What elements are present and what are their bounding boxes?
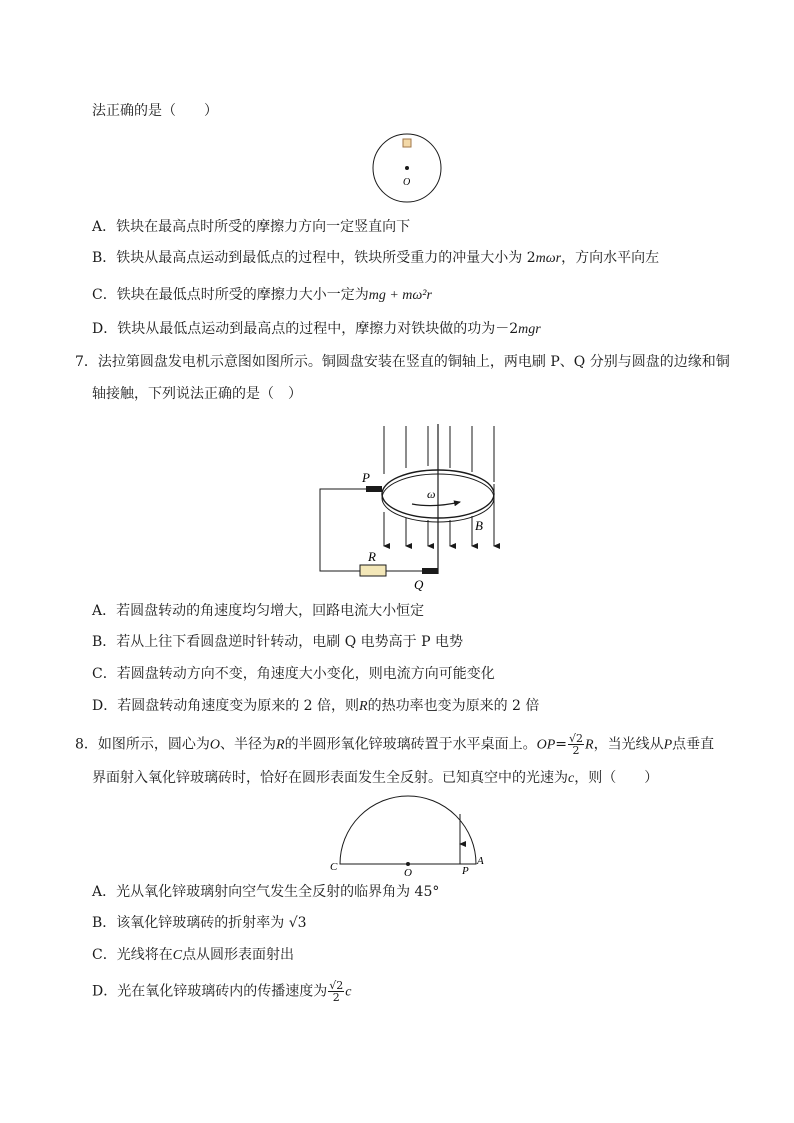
center-o-dot [406,862,410,866]
q7-stem-line1: 7．法拉第圆盘发电机示意图如图所示。铜圆盘安装在竖直的铜轴上，两电刷 P、Q 分别与圆盘的边缘和铜 [75,354,730,370]
label-o: O [404,867,412,878]
label-p: P [462,865,469,877]
disk-center-dot [405,166,409,170]
q7-stem-line2: 轴接触，下列说法正确的是（ ） [92,386,302,402]
label-r: R [368,549,376,564]
brush-q [422,568,438,574]
q6-option-b: B．铁块从最高点运动到最低点的过程中，铁块所受重力的冲量大小为 2mωr，方向水平向左 [92,250,660,266]
q6-option-c: C．铁块在最低点时所受的摩擦力大小一定为mg + mω²r [92,287,432,303]
q6-option-a: A．铁块在最高点时所受的摩擦力方向一定竖直向下 [92,219,411,235]
iron-block [403,139,411,147]
q7-option-c: C．若圆盘转动方向不变，角速度大小变化，则电流方向可能变化 [92,666,495,682]
q8-option-b: B．该氧化锌玻璃砖的折射率为 √3 [92,915,307,931]
label-p: P [362,470,370,485]
q8-figure-semicircle [326,794,492,878]
q7-figure-faraday-disk [314,424,504,594]
brush-p [366,486,382,492]
label-b: B [475,518,483,533]
q8-option-a: A．光从氧化锌玻璃射向空气发生全反射的临界角为 45° [92,884,440,900]
q6-option-d: D．铁块从最低点运动到最高点的过程中，摩擦力对铁块做的功为－2mgr [92,321,541,337]
q8-stem-line1: 8．如图所示，圆心为O、半径为R的半圆形氧化锌玻璃砖置于水平桌面上。OP= $\frac{√2}{2}$ R，当光线从P点垂直 [75,732,715,757]
semicircle-glass [340,796,476,864]
q8-stem-line2: 界面射入氧化锌玻璃砖时，恰好在圆形表面发生全反射。已知真空中的光速为c，则（ ） [92,770,659,786]
q8-option-d: D．光在氧化锌玻璃砖内的传播速度为 $\frac{√2}{2}$ c [92,979,352,1004]
resistor [360,565,386,576]
q8-option-c: C．光线将在C点从圆形表面射出 [92,947,295,963]
q7-option-d: D．若圆盘转动角速度变为原来的 2 倍，则R的热功率也变为原来的 2 倍 [92,698,540,714]
q7-option-b: B．若从上往下看圆盘逆时针转动，电刷 Q 电势高于 P 电势 [92,634,463,650]
label-c: C [330,861,338,873]
q6-stem-tail: 法正确的是（ ） [92,103,218,119]
q8-stem-fraction: $\frac{√2}{2}$ [569,732,584,757]
circuit-wire-left [320,489,366,571]
q7-option-a: A．若圆盘转动的角速度均匀增大，回路电流大小恒定 [92,603,425,619]
label-q: Q [414,577,424,592]
center-label-O: O [403,177,411,188]
label-a: A [477,855,484,867]
q6-figure-disk [370,132,446,204]
q8-option-d-fraction: $\frac{√2}{2}$ [329,979,344,1004]
omega-label: ω [427,487,436,501]
